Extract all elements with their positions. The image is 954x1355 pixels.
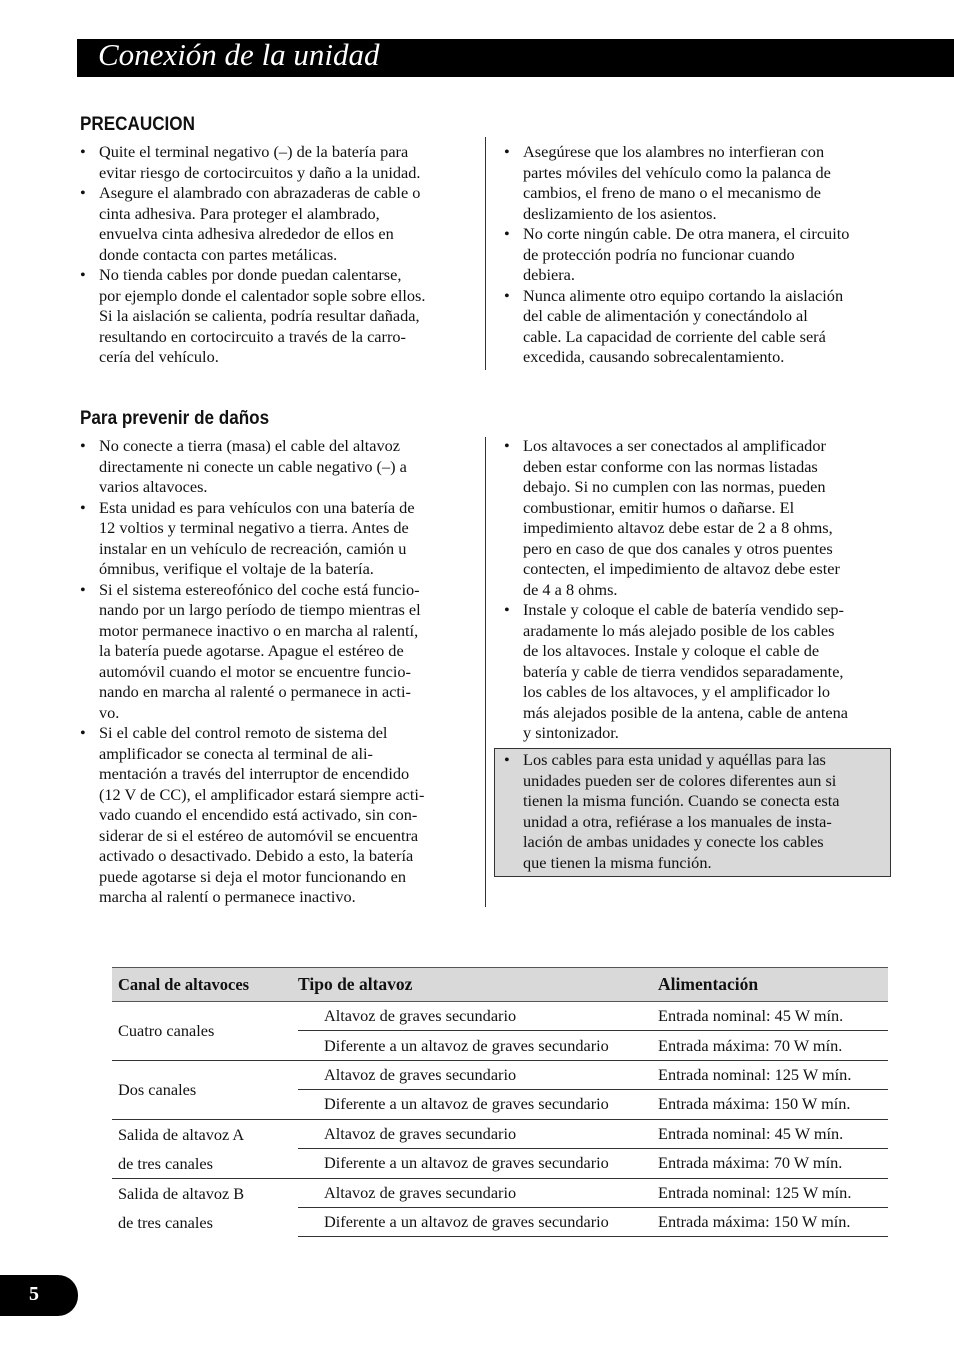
list-item: • No corte ningún cable. De otra manera, el circuito de protección podría no funcionar cuando debiera. [504, 224, 904, 286]
precaucion-heading: PRECAUCION [80, 114, 195, 135]
section-title-bar [77, 39, 954, 77]
list-item: • No conecte a tierra (masa) el cable del altavoz directamente ni conecte un cable negativo (–) a varios altavoces. [80, 436, 480, 498]
speaker-type-cell: Diferente a un altavoz de graves secundario [298, 1207, 652, 1236]
list-item: • Si el cable del control remoto de sistema del amplificador se conecta al terminal de ali- mentación a través del interruptor de encendido (12 V de CC), el amplificador estará siempre acti- vado cuando el encendido está activado, sin con- siderar de si el estéreo de automóvil se encuentra activado o desactivado. Debido a esto, la batería puede agotarse si deja el motor funcionando en marcha al ralentí o permanece inactivo. [80, 723, 480, 908]
table-row [112, 1060, 888, 1089]
speaker-type-cell: Altavoz de graves secundario [298, 1060, 652, 1089]
speaker-type-cell: Altavoz de graves secundario [298, 1002, 652, 1031]
list-item: • Quite el terminal negativo (–) de la batería para evitar riesgo de cortocircuitos y daño a la unidad. [80, 142, 480, 183]
table-row [112, 1119, 888, 1149]
page-number: 5 [29, 1283, 39, 1305]
column-header: Canal de altavoces [112, 968, 272, 1002]
list-item: • Asegure el alambrado con abrazaderas de cable o cinta adhesiva. Para proteger el alambrado, envuelva cinta adhesiva alrededor de ellos en donde contacta con partes metálicas. [80, 183, 480, 265]
column-header: Tipo de altavoz [298, 968, 652, 1002]
prevenir-right-list [504, 436, 904, 744]
channel-cell: Salida de altavoz B de tres canales [112, 1178, 298, 1237]
column-divider [485, 437, 486, 907]
list-item: • No tienda cables por donde puedan calentarse, por ejemplo donde el calentador sople sobre ellos. Si la aislación se calienta, podría resultar dañada, resultando en cortocircuito a través de la carro- cería del vehículo. [80, 265, 480, 368]
speaker-type-cell: Altavoz de graves secundario [298, 1119, 652, 1149]
precaucion-left-list [80, 142, 480, 368]
page-number-tab [0, 1275, 78, 1316]
list-item: • Instale y coloque el cable de batería vendido sep- aradamente lo más alejado posible de los cables de los altavoces. Instale y coloque el cable de batería y cable de tierra vendidos separadamente, los cables de los altavoces, y el amplificador lo más alejados posible de la antena, cable de antena y sintonizador. [504, 600, 904, 744]
speaker-type-cell: Diferente a un altavoz de graves secundario [298, 1031, 652, 1060]
speaker-spec-table [112, 967, 888, 1237]
list-item: • Nunca alimente otro equipo cortando la aislación del cable de alimentación y conectándolo al cable. La capacidad de corriente del cable será excedida, causando sobrecalentamiento. [504, 286, 904, 368]
page-title: Conexión de la unidad [98, 37, 380, 72]
prevenir-left-list [80, 436, 480, 908]
speaker-type-cell: Diferente a un altavoz de graves secundario [298, 1090, 652, 1119]
prevenir-heading: Para prevenir de daños [80, 408, 270, 429]
power-cell: Entrada máxima: 70 W mín. [652, 1031, 888, 1060]
precaucion-right-list [504, 142, 904, 368]
note-text: • Los cables para esta unidad y aquéllas para las unidades pueden ser de colores diferentes aun si tienen la misma función. Cuando se conecta esta unidad a otra, refiérase a los manuales de insta- lación de ambas unidades y conecte los cables que tienen la misma función. [504, 750, 889, 873]
channel-cell: Cuatro canales [112, 1002, 298, 1061]
power-cell: Entrada máxima: 70 W mín. [652, 1149, 888, 1179]
list-item: • Si el sistema estereofónico del coche está funcio- nando por un largo período de tiempo mientras el motor permanece inactivo o en marcha al ralentí, la batería puede agotarse. Apague el estéreo de automóvil cuando el motor se encuentre funcio- nando en marcha al ralenté o permanece in acti- vo. [80, 580, 480, 724]
power-cell: Entrada nominal: 125 W mín. [652, 1178, 888, 1207]
table-row [112, 1002, 888, 1031]
list-item: • Esta unidad es para vehículos con una batería de 12 voltios y terminal negativo a tierra. Antes de instalar en un vehículo de recreación, camión u ómnibus, verifique el voltaje de la batería. [80, 498, 480, 580]
power-cell: Entrada nominal: 45 W mín. [652, 1119, 888, 1149]
power-cell: Entrada máxima: 150 W mín. [652, 1090, 888, 1119]
channel-cell: Dos canales [112, 1060, 298, 1119]
speaker-type-cell: Altavoz de graves secundario [298, 1178, 652, 1207]
power-cell: Entrada nominal: 45 W mín. [652, 1002, 888, 1031]
list-item: • Asegúrese que los alambres no interfieran con partes móviles del vehículo como la palanca de cambios, el freno de mano o el mecanismo de deslizamiento de los asientos. [504, 142, 904, 224]
channel-cell: Salida de altavoz A de tres canales [112, 1119, 298, 1178]
column-header: Alimentación [652, 968, 888, 1002]
note-list [504, 750, 889, 873]
power-cell: Entrada nominal: 125 W mín. [652, 1060, 888, 1089]
list-item: • Los altavoces a ser conectados al amplificador deben estar conforme con las normas listadas debajo. Si no cumplen con las normas, pueden combustionar, emitir humos o dañarse. El impedimiento altavoz debe estar de 2 a 8 ohms, pero en caso de que dos canales y otros puentes contecten, el impedimiento de altavoz debe ester de 4 a 8 ohms. [504, 436, 904, 600]
speaker-type-cell: Diferente a un altavoz de graves secundario [298, 1149, 652, 1179]
column-divider [485, 137, 486, 370]
table-row [112, 1178, 888, 1207]
table-header-row [112, 968, 888, 1002]
power-cell: Entrada máxima: 150 W mín. [652, 1207, 888, 1236]
